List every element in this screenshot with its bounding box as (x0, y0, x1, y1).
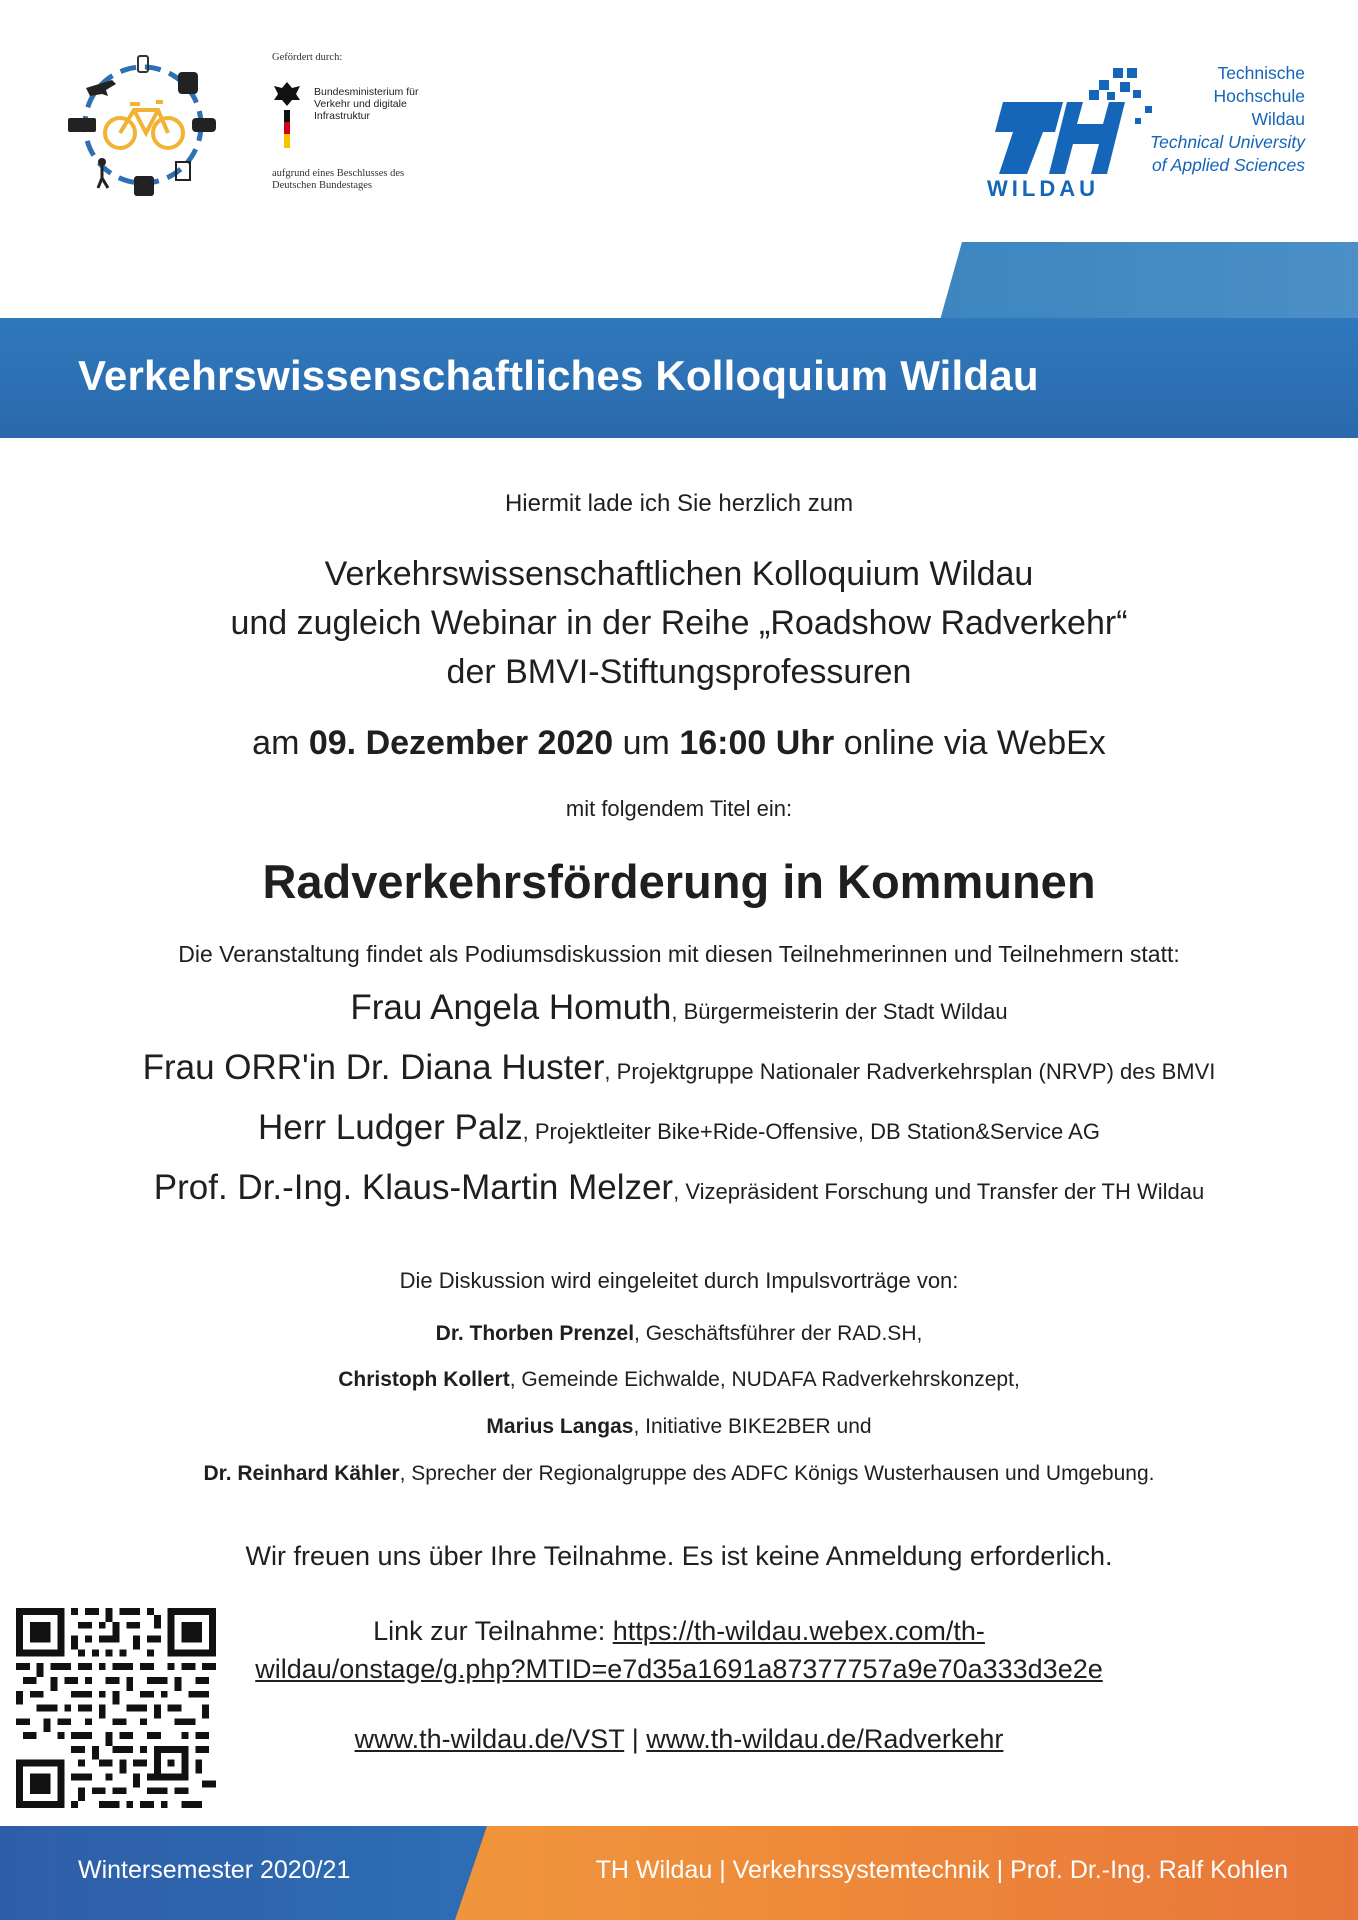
th-wildau-logo (985, 62, 1315, 202)
podium-intro: Die Veranstaltung findet als Podiumsdiskussion mit diesen Teilnehmerinnen und Teilnehmern statt: (178, 941, 1180, 967)
car-icon (192, 118, 216, 132)
participant-role: , Projektleiter Bike+Ride-Offensive, DB Station&Service AG (522, 1119, 1100, 1144)
footer-credits: TH Wildau | Verkehrssystemtechnik | Prof. Dr.-Ing. Ralf Kohlen (595, 1856, 1288, 1884)
speaker-name: Christoph Kollert (338, 1368, 510, 1391)
radverkehr-link[interactable]: www.th-wildau.de/Radverkehr (646, 1724, 1004, 1754)
speaker-desc: , Initiative BIKE2BER und (633, 1415, 872, 1438)
th-name-line5: of Applied Sciences (1151, 155, 1305, 175)
podium-participant (0, 1108, 1358, 1148)
podium-participant (0, 1168, 1358, 1208)
ship-icon (68, 118, 96, 132)
participant-name: Frau Angela Homuth (350, 988, 672, 1027)
thanks-note: Wir freuen uns über Ihre Teilnahme. Es ist keine Anmeldung erforderlich. (245, 1541, 1113, 1571)
th-name-line4: Technical University (1150, 132, 1305, 152)
funding-label: Gefördert durch: (272, 52, 343, 63)
th-wordmark: WILDAU (987, 176, 1099, 201)
pedestrian-icon (98, 158, 106, 166)
speaker-desc: , Sprecher der Regionalgruppe des ADFC Königs Wusterhausen und Umgebung. (399, 1462, 1155, 1485)
th-name-line3: Wildau (1251, 109, 1305, 129)
participant-name: Prof. Dr.-Ing. Klaus-Martin Melzer (153, 1168, 674, 1207)
participant-role: , Vizepräsident Forschung und Transfer der TH Wildau (673, 1179, 1205, 1204)
speaker-desc: , Gemeinde Eichwalde, NUDAFA Radverkehrskonzept, (509, 1368, 1020, 1391)
webex-link-part2[interactable]: wildau/onstage/g.php?MTID=e7d35a1691a87377757a9e70a333d3e2e (255, 1654, 1103, 1684)
event-heading-line2: und zugleich Webinar in der Reihe „Roadshow Radverkehr“ (230, 604, 1128, 642)
link-separator: | (624, 1724, 647, 1754)
footer (0, 1826, 1358, 1920)
event-date: 09. Dezember 2020 (308, 724, 614, 762)
ministry-name: Bundesministerium für Verkehr und digitale Infrastruktur (314, 86, 419, 122)
speaker-name: Dr. Thorben Prenzel (435, 1322, 635, 1345)
speaker-desc: , Geschäftsführer der RAD.SH, (634, 1322, 923, 1345)
th-wildau-name (1135, 62, 1305, 177)
th-name-line2: Hochschule (1213, 86, 1305, 106)
web-links (0, 1724, 1358, 1755)
event-time: 16:00 Uhr (679, 724, 835, 762)
footer-semester: Wintersemester 2020/21 (78, 1856, 351, 1884)
event-heading (0, 550, 1358, 697)
date-suffix: online via WebEx (843, 724, 1106, 762)
mobility-cycle-logo (68, 50, 218, 200)
impulse-intro: Die Diskussion wird eingeleitet durch Impulsvorträge von: (399, 1268, 959, 1293)
participant-name: Frau ORR'in Dr. Diana Huster (142, 1048, 605, 1087)
webex-link-part1[interactable]: https://th-wildau.webex.com/th- (612, 1616, 985, 1646)
th-name-line1: Technische (1217, 63, 1305, 83)
participant-role: , Bürgermeisterin der Stadt Wildau (671, 999, 1008, 1024)
ministry-funding-block (272, 52, 442, 202)
title-intro: mit folgendem Titel ein: (565, 796, 793, 821)
event-date-line (0, 724, 1358, 763)
invitation-intro: Hiermit lade ich Sie herzlich zum (504, 490, 854, 517)
podium-participant (0, 988, 1358, 1028)
participation-link-block (0, 1612, 1358, 1688)
event-heading-line3: der BMVI-Stiftungsprofessuren (446, 653, 912, 691)
link-label: Link zur Teilnahme: (373, 1616, 613, 1646)
impulse-speaker (0, 1368, 1358, 1392)
vst-link[interactable]: www.th-wildau.de/VST (354, 1724, 625, 1754)
time-prefix: um (622, 724, 670, 762)
event-heading-line1: Verkehrswissenschaftlichen Kolloquium Wildau (324, 555, 1034, 593)
train-icon (178, 72, 198, 94)
impulse-speaker (0, 1322, 1358, 1346)
banner-title: Verkehrswissenschaftliches Kolloquium Wildau (78, 352, 1039, 399)
podium-participant (0, 1048, 1358, 1088)
participant-role: , Projektgruppe Nationaler Radverkehrsplan (NRVP) des BMVI (604, 1059, 1216, 1084)
date-prefix: am (252, 724, 300, 762)
speaker-name: Marius Langas (486, 1415, 634, 1438)
ministry-decision: aufgrund eines Beschlusses des Deutschen Bundestages (272, 168, 405, 191)
impulse-speaker (0, 1462, 1358, 1486)
bicycle-icon (105, 102, 183, 148)
participant-name: Herr Ludger Palz (258, 1108, 523, 1147)
talk-title: Radverkehrsförderung in Kommunen (262, 855, 1096, 908)
impulse-speaker (0, 1415, 1358, 1439)
federal-eagle-icon (272, 80, 302, 150)
bus-icon (134, 176, 154, 196)
banner-tab-decoration (940, 242, 1358, 320)
speaker-name: Dr. Reinhard Kähler (203, 1462, 400, 1485)
th-wildau-logo-mark (985, 62, 1155, 202)
